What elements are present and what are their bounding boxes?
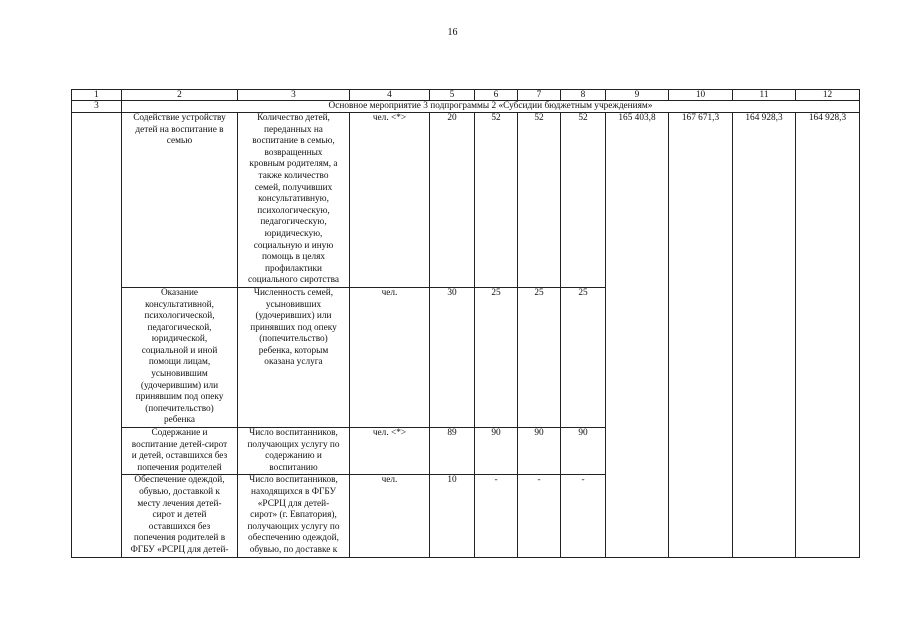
- value-col5: 20: [430, 113, 475, 288]
- value-col7: 90: [518, 428, 561, 475]
- column-number-row: [72, 90, 860, 101]
- section-title: Основное мероприятие 3 подпрограммы 2 «Субсидии бюджетным учреждениям»: [122, 101, 860, 113]
- funding-col12: 164 928,3: [796, 113, 860, 558]
- col-header-8: 8: [561, 90, 606, 101]
- indicator-name-cell: Численность семей, усыновивших (удочеривших) или принявших под опеку (попечительство) ребенка, которым оказана услуга: [238, 287, 350, 427]
- budget-table: [71, 89, 860, 558]
- indicator-name-cell: Количество детей, переданных на воспитание в семью, возвращенных кровным родителям, а также количество семей, получивших консультативную, психологическую, педагогическую, юридическую, социальную и иную помощь в целях профилактики социального сиротства: [238, 113, 350, 288]
- col-header-10: 10: [669, 90, 733, 101]
- value-col6: 90: [475, 428, 518, 475]
- value-col8: 52: [561, 113, 606, 288]
- col-header-2: 2: [122, 90, 238, 101]
- col-header-12: 12: [796, 90, 860, 101]
- col-header-9: 9: [606, 90, 669, 101]
- value-col8: 25: [561, 287, 606, 427]
- unit-cell: чел.: [350, 287, 430, 427]
- funding-col9: 165 403,8: [606, 113, 669, 558]
- value-col6: 52: [475, 113, 518, 288]
- activity-name-cell: Содержание и воспитание детей-сирот и детей, оставшихся без попечения родителей: [122, 428, 238, 475]
- activity-name-cell: Оказание консультативной, психологической, педагогической, юридической, социальной и иной помощи лицам, усыновившим (удочерившим) или принявшим под опеку (попечительство) ребенка: [122, 287, 238, 427]
- activity-name-cell: Обеспечение одеждой, обувью, доставкой к месту лечения детей- сирот и детей оставшихся без попечения родителей в ФГБУ «РСРЦ для детей-: [122, 475, 238, 557]
- col-header-11: 11: [733, 90, 796, 101]
- value-col5: 10: [430, 475, 475, 557]
- table-row: [72, 113, 860, 288]
- col-header-6: 6: [475, 90, 518, 101]
- value-col7: -: [518, 475, 561, 557]
- unit-cell: чел. <*>: [350, 428, 430, 475]
- col-header-5: 5: [430, 90, 475, 101]
- indicator-name-cell: Число воспитанников, получающих услугу по содержанию и воспитанию: [238, 428, 350, 475]
- row-group-number-cell: [72, 113, 122, 558]
- value-col6: 25: [475, 287, 518, 427]
- value-col7: 52: [518, 113, 561, 288]
- unit-cell: чел. <*>: [350, 113, 430, 288]
- value-col5: 89: [430, 428, 475, 475]
- value-col7: 25: [518, 287, 561, 427]
- value-col5: 30: [430, 287, 475, 427]
- col-header-1: 1: [72, 90, 122, 101]
- value-col6: -: [475, 475, 518, 557]
- col-header-3: 3: [238, 90, 350, 101]
- value-col8: -: [561, 475, 606, 557]
- value-col8: 90: [561, 428, 606, 475]
- col-header-4: 4: [350, 90, 430, 101]
- funding-col11: 164 928,3: [733, 113, 796, 558]
- page-number: 16: [447, 27, 458, 38]
- section-title-row: [72, 101, 860, 113]
- indicator-name-cell: Число воспитанников, находящихся в ФГБУ «РСРЦ для детей- сирот» (г. Евпатория), получающих услугу по обеспечению одеждой, обувью, по доставке к: [238, 475, 350, 557]
- unit-cell: чел.: [350, 475, 430, 557]
- col-header-7: 7: [518, 90, 561, 101]
- funding-col10: 167 671,3: [669, 113, 733, 558]
- activity-name-cell: Содействие устройству детей на воспитание в семью: [122, 113, 238, 288]
- section-number: 3: [72, 101, 122, 113]
